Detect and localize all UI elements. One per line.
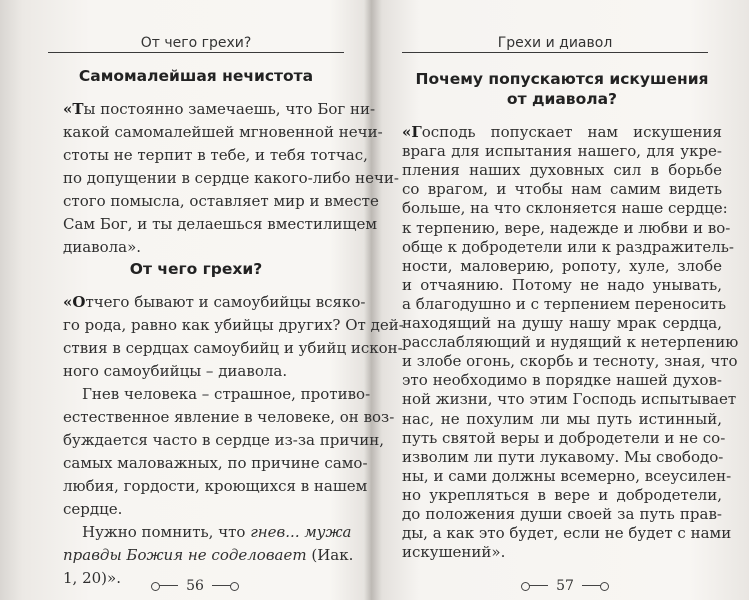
page-number (130, 578, 260, 594)
running-head: От чего грехи? (140, 35, 252, 51)
section-title: От чего грехи? (129, 260, 263, 278)
ornament-left (520, 582, 550, 590)
text-line: какой самомалейшей мгновенной нечи- (63, 123, 383, 141)
text-line: стого помысла, оставляет мир и вместе (63, 192, 379, 210)
text-line: «Ты постоянно замечаешь, что Бог ни- (63, 100, 376, 118)
text-line: «Господь попускает нам искушения (402, 123, 722, 141)
text-line: до положения души своей за путь прав- (402, 505, 722, 523)
text-line: пления наших духовных сил в борьбе (402, 161, 722, 180)
text-line: 1, 20)». (63, 569, 121, 587)
text-line: стоты не терпит в тебе, и тебя тотчас, (63, 146, 368, 164)
text-line: правды Божия не соделовает (Иак. (63, 546, 354, 564)
ornament-right (580, 582, 610, 590)
page-number-text: 57 (556, 578, 574, 594)
running-head: Грехи и диавол (497, 35, 613, 51)
text-line: ного самоубийцы – диавола. (63, 362, 288, 380)
header-rule (402, 52, 708, 53)
section-title: Почему попускаются искушения (415, 70, 709, 88)
text-line: ной жизни, что этим Господь испытывает (402, 390, 737, 409)
text-line: самых маловажных, по причине само- (63, 454, 368, 472)
ornament-left (150, 582, 180, 590)
page-number-text: 56 (186, 578, 204, 594)
text-line: врага для испытания нашего, для укре- (402, 142, 722, 161)
text-line: и злобе огонь, скорбь и тесноту, зная, что (402, 352, 738, 371)
text-line: больше, на что склоняется наше сердце: (402, 199, 728, 218)
text-line: это необходимо в порядке нашей духов- (402, 371, 722, 390)
text-line: искушений». (402, 543, 506, 562)
text-line: расслабляющий и нудящий к нетерпению (402, 333, 739, 352)
text-line: диавола». (63, 238, 142, 256)
page-number (500, 578, 630, 594)
section-title-line2: от диавола? (506, 90, 618, 108)
section-title: Самомалейшая нечистота (78, 67, 314, 85)
text-line: находящий на душу нашу мрак сердца, (402, 314, 722, 332)
text-line: со врагом, и чтобы нам самим видеть (402, 180, 722, 199)
text-line: и отчаянию. Потому не надо унывать, (402, 275, 722, 294)
text-line: а благодушно и с терпением переносить (402, 294, 727, 313)
text-line: путь святой веры и добродетели и не со- (402, 428, 726, 447)
text-line: Сам Бог, и ты делаешься вместилищем (63, 215, 377, 233)
text-line: обще к добродетели или к раздражитель- (402, 237, 734, 256)
text-line: го рода, равно как убийцы других? От дей- (63, 316, 404, 334)
text-line: ды, а как это будет, если не будет с нами (402, 524, 732, 543)
ornament-right (210, 582, 240, 590)
right-page (376, 0, 749, 600)
text-line: любия, гордости, кроющихся в нашем (63, 477, 368, 495)
text-line: ны, и сами должны всемерно, всеусилен- (402, 466, 732, 485)
text-line: Гнев человека – страшное, противо- (82, 385, 371, 403)
text-line: ности, маловерию, ропоту, хуле, злобе (402, 256, 722, 275)
text-line: но укрепляться в вере и добродетели, (402, 485, 722, 504)
text-line: изволим ли пути лукавому. Мы свободо- (402, 447, 724, 466)
text-line: «Отчего бывают и самоубийцы всяко- (63, 293, 366, 311)
text-line: к терпению, вере, надежде и любви и во- (402, 218, 731, 237)
text-line: сердце. (63, 500, 123, 518)
text-line: ствия в сердцах самоубийц и убийц искон- (63, 339, 403, 357)
text-line: естественное явление в человеке, он воз- (63, 408, 395, 426)
text-line: по допущении в сердце какого-либо нечи- (63, 169, 399, 187)
text-line: буждается часто в сердце из-за причин, (63, 431, 385, 449)
header-rule (48, 52, 344, 53)
text-line: нас, не похулим ли мы путь истинный, (402, 409, 722, 428)
text-line: Нужно помнить, что гнев... мужа (82, 523, 352, 541)
